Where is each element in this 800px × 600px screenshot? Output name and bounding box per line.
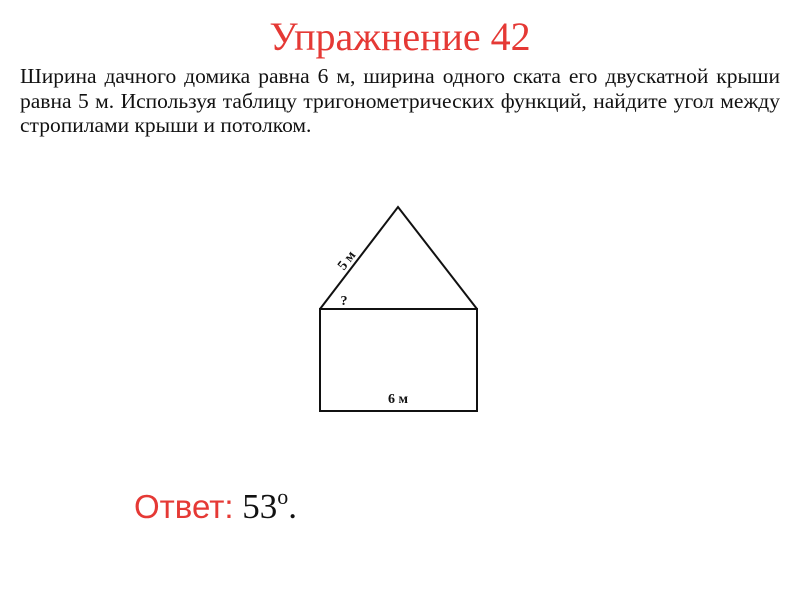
answer-suffix: . <box>288 487 297 526</box>
answer-value <box>242 484 297 526</box>
house-diagram <box>300 195 500 425</box>
angle-label: ? <box>340 294 348 309</box>
roof-slope-label: 5 м <box>335 248 360 274</box>
degree-symbol: o <box>277 484 289 509</box>
house-width-label: 6 м <box>387 392 409 407</box>
answer-number: 53 <box>242 487 278 526</box>
slide-title: Упражнение 42 <box>269 14 531 59</box>
problem-statement: Ширина дачного домика равна 6 м, ширина одного ската его двускатной крыши равна 5 м. Используя таблицу тригонометрических функций, найдите угол между стропилами крыши и потолком. <box>20 64 780 137</box>
answer-line <box>134 477 297 527</box>
answer-label: Ответ: <box>134 488 234 525</box>
